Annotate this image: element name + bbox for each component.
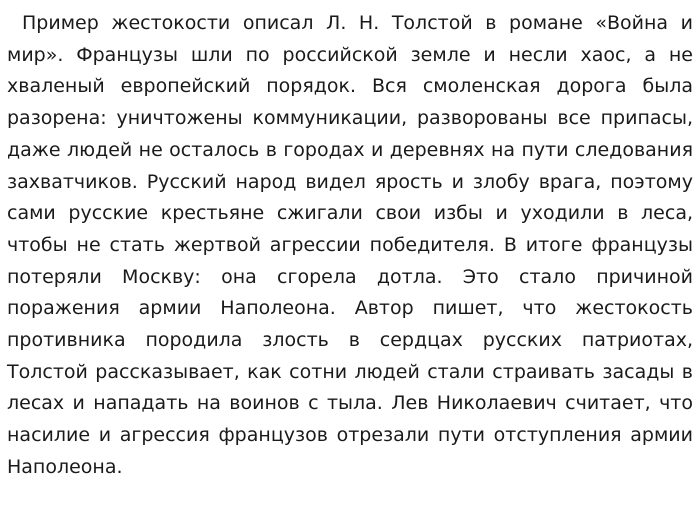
essay-paragraph: Пример жестокости описал Л. Н. Толстой в романе «Война и мир». Французы шли по российской земле и несли хаос, а не хваленый европейский порядок. Вся смоленская дорога была разорена: уничтожены коммуникации, разворованы все припасы, даже людей не осталось в городах и деревнях на пути следования захватчиков. Русский народ видел ярость и злобу врага, поэтому сами русские крестьяне сжигали свои избы и уходили в леса, чтобы не стать жертвой агрессии победителя. В итоге французы потеряли Москву: она сгорела дотла. Это стало причиной поражения армии Наполеона. Автор пишет, что жестокость противника породила злость в сердцах русских патриотах, Толстой рассказывает, как сотни людей стали страивать засады в лесах и нападать на воинов с тыла. Лев Николаевич считает, что насилие и агрессия французов отрезали пути отступления армии Наполеона. [7, 12, 693, 478]
